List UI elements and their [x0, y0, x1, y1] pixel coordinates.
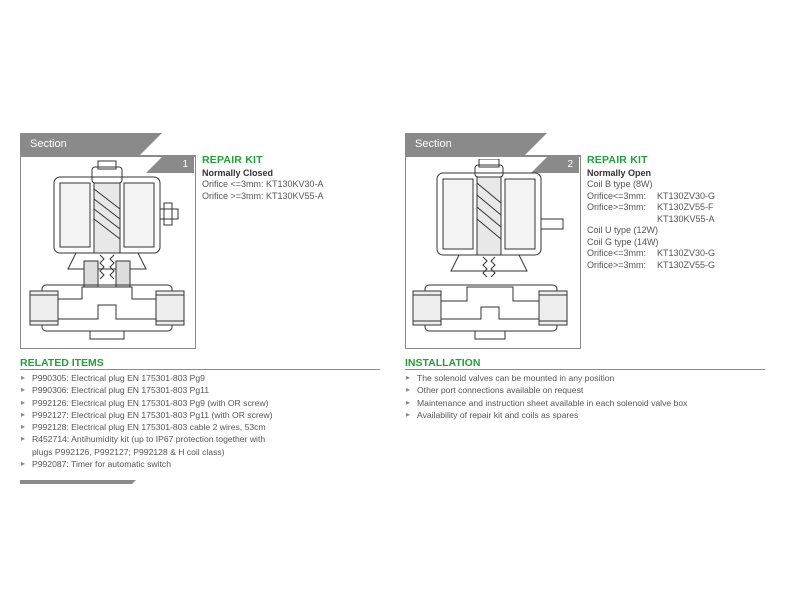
kit-row-value: KT130KV55-A — [266, 190, 324, 201]
kit-row-value: KT130ZV30-G — [657, 190, 716, 201]
coil-type: Coil G type (14W) — [587, 236, 659, 247]
kit-row-value: KT130ZV55-G — [657, 259, 716, 270]
repair-kit-title: REPAIR KIT — [587, 154, 648, 166]
kit-row — [587, 214, 715, 226]
repair-kit-block — [202, 155, 324, 202]
kit-row — [587, 260, 715, 272]
footer-bar — [20, 480, 132, 484]
kit-row — [587, 191, 715, 203]
coil-type: Coil B type (8W) — [587, 179, 653, 189]
kit-row-key: Orifice <=3mm: — [202, 179, 264, 189]
list-item: ▸ R452714: Antihumidity kit (up to IP67 protection together with — [20, 433, 273, 445]
kit-row-key: Orifice<=3mm: — [587, 248, 647, 258]
kit-row-key: Orifice>=3mm: — [587, 202, 647, 212]
section-header: Section — [405, 133, 525, 155]
valve-section-drawing-no — [409, 159, 577, 347]
kit-row-value: KT130ZV55-F — [657, 202, 714, 212]
coil-type: Coil U type (12W) — [587, 225, 659, 235]
list-item: ▸ P992127: Electrical plug EN 175301-803 Pg11 (with OR screw) — [20, 409, 273, 421]
related-items-rule — [20, 369, 380, 370]
related-items-title: RELATED ITEMS — [20, 357, 104, 369]
list-item: ▸ Maintenance and instruction sheet available in each solenoid valve box — [405, 397, 687, 409]
kit-row-value: KT130KV55-A — [657, 213, 715, 224]
section-panel-1 — [20, 133, 401, 351]
installation-title: INSTALLATION — [405, 357, 481, 369]
list-item: ▸ P992128: Electrical plug EN 175301-803 cable 2 wires, 53cm — [20, 421, 273, 433]
kit-row-value: KT130ZV30-G — [657, 248, 716, 258]
list-item: ▸ P990305: Electrical plug EN 175301-803 Pg9 — [20, 372, 273, 384]
section-header: Section — [20, 133, 140, 155]
kit-row — [587, 248, 715, 260]
valve-section-drawing-nc — [24, 159, 192, 347]
section-panel-2 — [405, 133, 786, 351]
repair-kit-subtitle: Normally Open — [587, 167, 652, 178]
installation-list — [405, 372, 687, 421]
kit-row-key: Orifice<=3mm: — [587, 190, 647, 201]
section-number: 2 — [547, 157, 579, 173]
list-item: ▸ P992126: Electrical plug EN 175301-803 Pg9 (with OR screw) — [20, 397, 273, 409]
kit-row-key: Orifice>=3mm: — [587, 259, 647, 270]
kit-row — [202, 191, 324, 203]
related-items-list — [20, 372, 273, 470]
repair-kit-title: REPAIR KIT — [202, 154, 263, 166]
kit-row-key: Orifice >=3mm: — [202, 190, 264, 201]
section-number: 1 — [162, 157, 194, 173]
kit-row-value: KT130KV30-A — [266, 179, 324, 189]
repair-kit-block — [587, 155, 715, 271]
list-item-continuation: plugs P992126, P992127; P992128 & H coil class) — [32, 446, 225, 457]
list-item: ▸ Other port connections available on request — [405, 384, 687, 396]
list-item: ▸ Availability of repair kit and coils as spares — [405, 409, 687, 421]
installation-rule — [405, 369, 765, 370]
repair-kit-subtitle: Normally Closed — [202, 167, 274, 178]
list-item: ▸ P990306: Electrical plug EN 175301-803 Pg11 — [20, 384, 273, 396]
kit-row — [587, 202, 715, 214]
list-item: ▸ The solenoid valves can be mounted in any position — [405, 372, 687, 384]
kit-row — [202, 179, 324, 191]
list-item: ▸ P992087: Timer for automatic switch — [20, 458, 273, 470]
